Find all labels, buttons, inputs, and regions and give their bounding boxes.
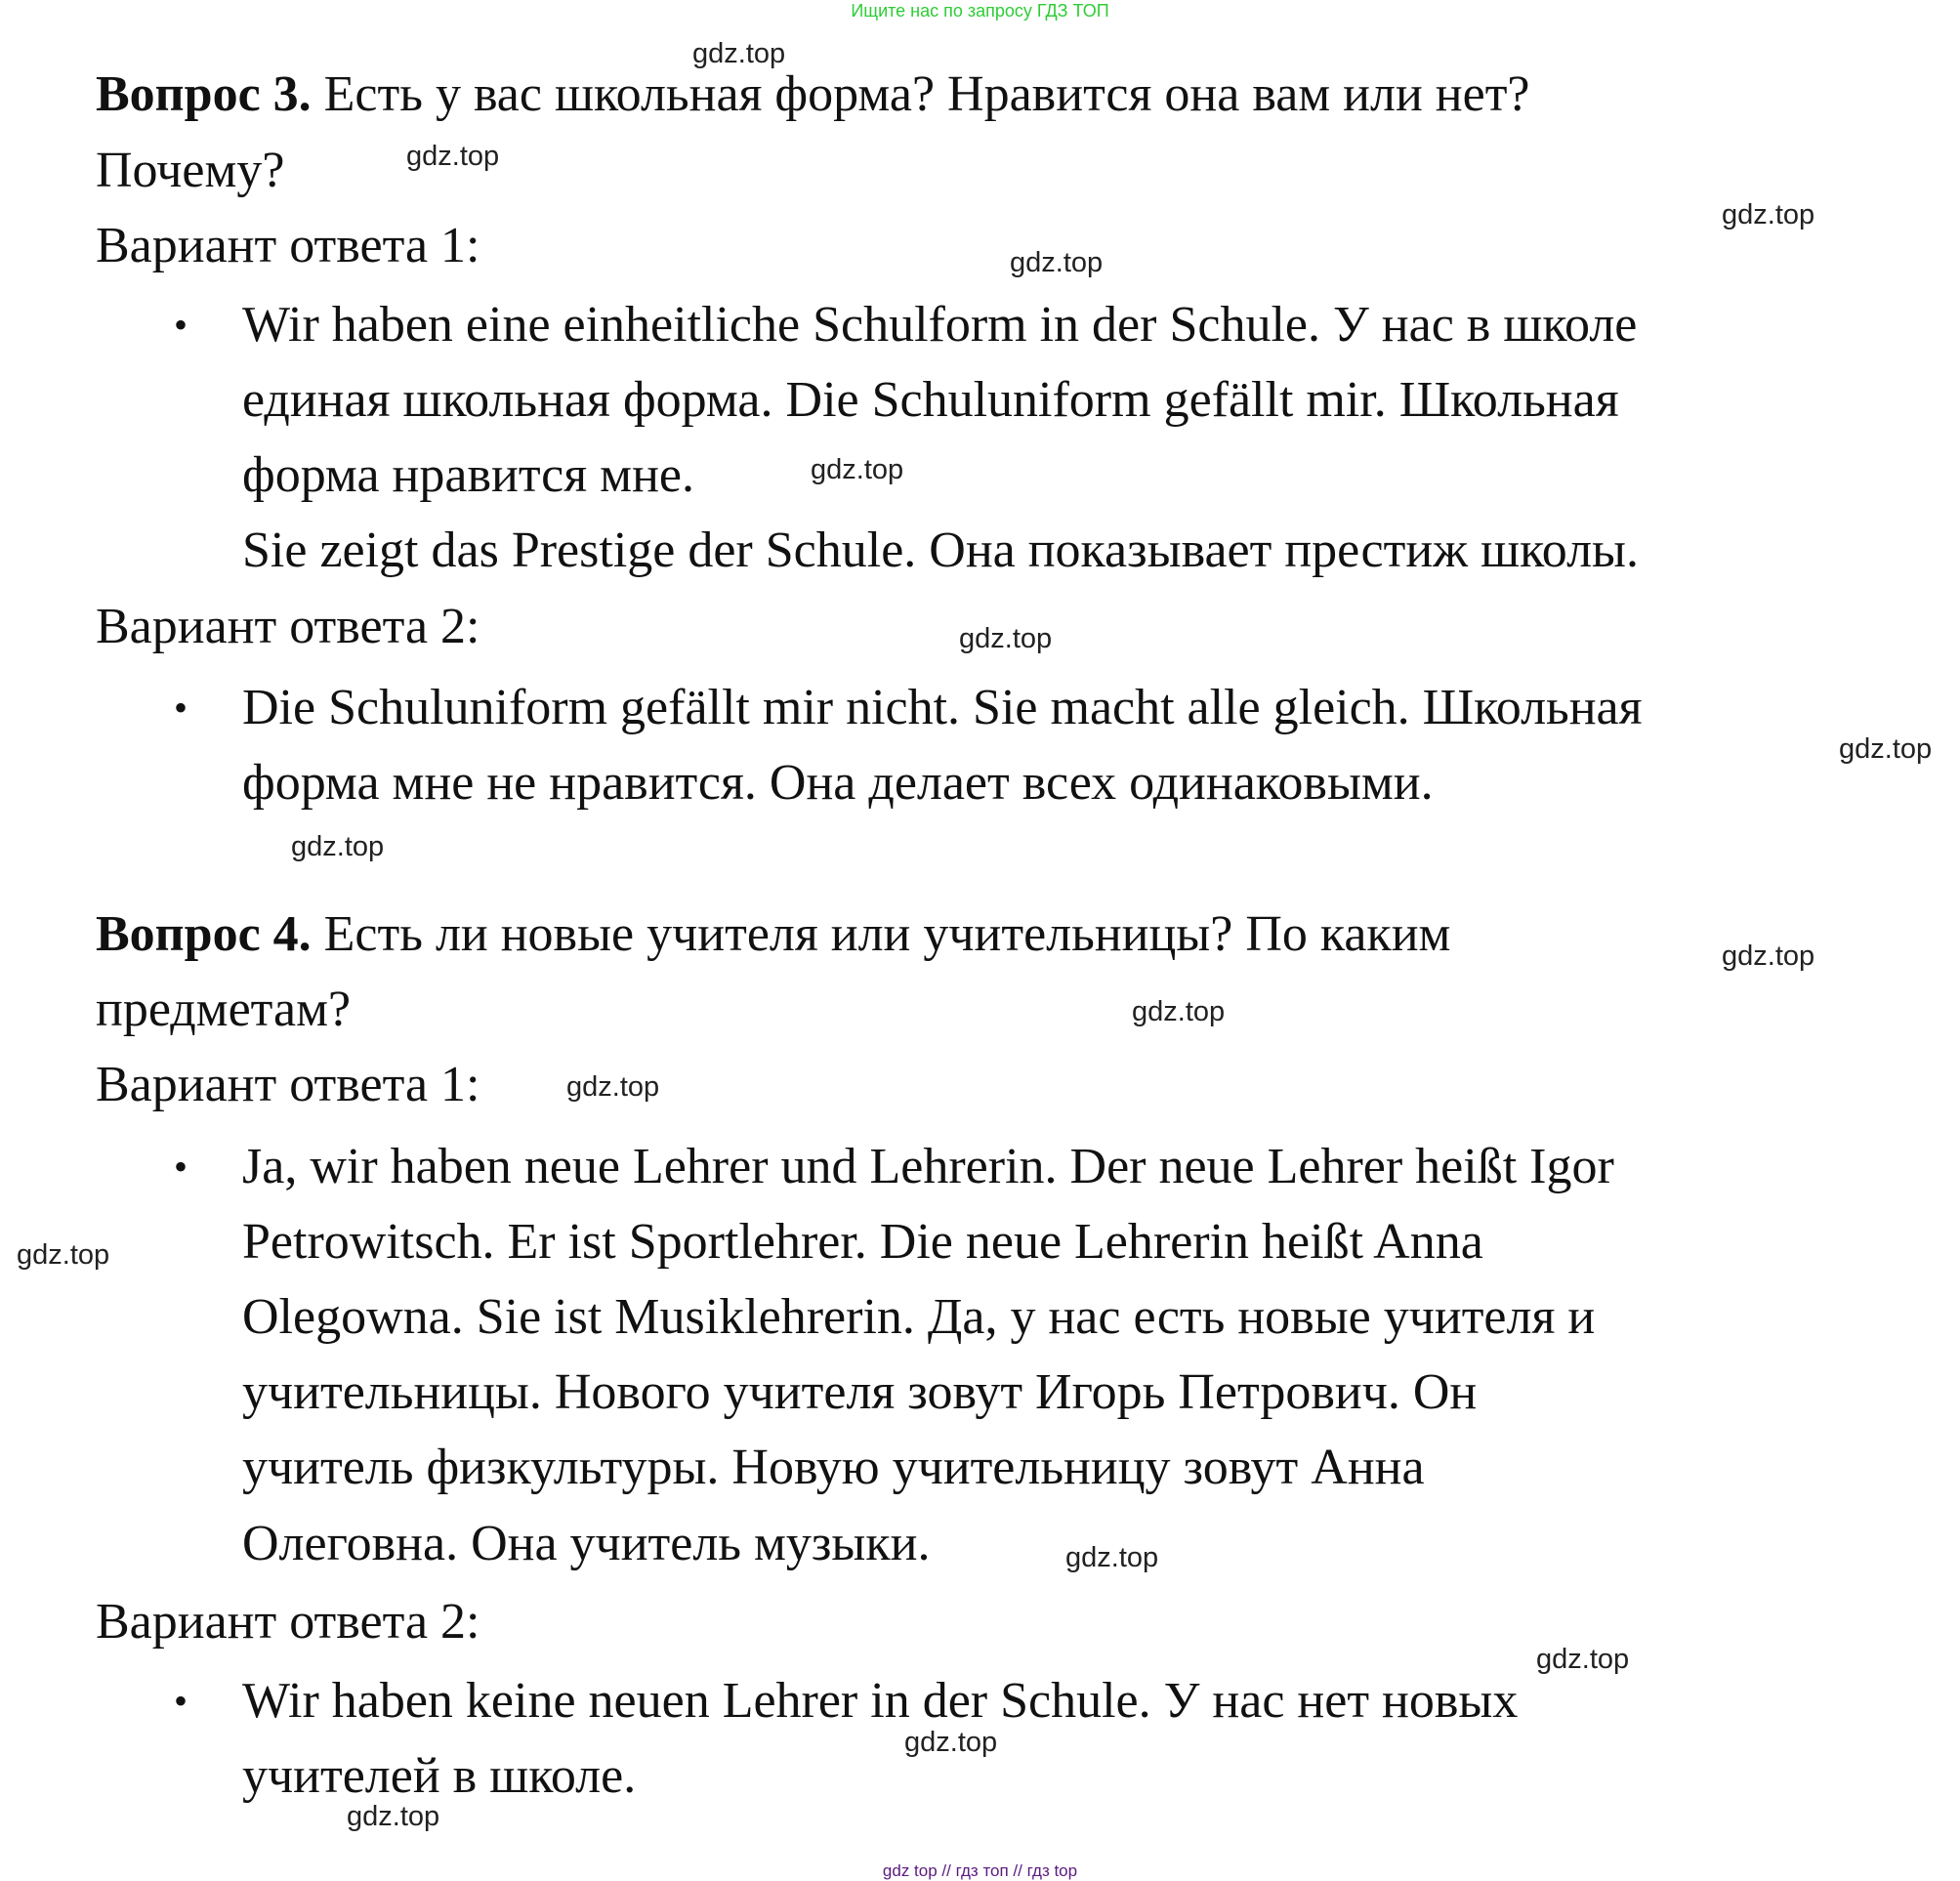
watermark: gdz.top: [1010, 247, 1104, 278]
watermark: gdz.top: [904, 1727, 998, 1758]
q3-text: Есть у вас школьная форма? Нравится она вам или нет?: [311, 66, 1530, 122]
line-text: Ja, wir haben neue Lehrer und Lehrerin. Der neue Lehrer heißt Igor: [242, 1139, 1614, 1194]
q4-v1-line: Olegowna. Sie ist Musiklehrerin. Да, у нас есть новые учителя и: [242, 1289, 1596, 1345]
q4-variant-2-label: Вариант ответа 2:: [96, 1594, 480, 1650]
q4-v1-line: [174, 1129, 1614, 1204]
line-text: Wir haben keine neuen Lehrer in der Schule. У нас нет новых: [242, 1673, 1519, 1729]
q3-label: Вопрос 3.: [96, 66, 312, 122]
q3-v1-line: [174, 287, 1638, 362]
q3-v1-line: Sie zeigt das Prestige der Schule. Она показывает престиж школы.: [242, 522, 1639, 578]
bottom-banner: gdz top // гдз топ // гдз top: [882, 1861, 1078, 1880]
watermark: gdz.top: [692, 38, 786, 69]
bullet-icon: •: [174, 686, 188, 730]
q4-v2-line: [174, 1663, 1519, 1738]
watermark: gdz.top: [1722, 940, 1815, 972]
q4-v1-line: учитель физкультуры. Новую учительницу зовут Анна: [242, 1440, 1425, 1495]
q3-v2-line: форма мне не нравится. Она делает всех одинаковыми.: [242, 755, 1434, 811]
q3-v2-line: [174, 670, 1643, 745]
q3-text-cont: Почему?: [96, 143, 285, 198]
watermark: gdz.top: [406, 141, 500, 172]
watermark: gdz.top: [811, 454, 904, 485]
q3-variant-1-label: Вариант ответа 1:: [96, 218, 480, 273]
top-banner: Ищите нас по запросу ГДЗ ТОП: [851, 1, 1109, 21]
watermark: gdz.top: [1065, 1542, 1159, 1573]
watermark: gdz.top: [291, 831, 385, 862]
watermark: gdz.top: [1536, 1644, 1630, 1675]
watermark: gdz.top: [959, 623, 1053, 654]
line-text: Die Schuluniform gefällt mir nicht. Sie macht alle gleich. Школьная: [242, 680, 1643, 735]
q4-v1-line: учительницы. Нового учителя зовут Игорь Петрович. Он: [242, 1364, 1478, 1420]
q3-variant-2-label: Вариант ответа 2:: [96, 599, 480, 654]
q4-variant-1-label: Вариант ответа 1:: [96, 1057, 480, 1112]
q4-text: Есть ли новые учителя или учительницы? По каким: [311, 906, 1451, 962]
q4-v2-line: учителей в школе.: [242, 1748, 637, 1804]
watermark: gdz.top: [17, 1239, 110, 1271]
q4-v1-line: Petrowitsch. Er ist Sportlehrer. Die neue Lehrerin heißt Anna: [242, 1214, 1483, 1270]
line-text: Wir haben eine einheitliche Schulform in der Schule. У нас в школе: [242, 297, 1638, 353]
q4-v1-line: Олеговна. Она учитель музыки.: [242, 1516, 931, 1571]
watermark: gdz.top: [1722, 199, 1815, 230]
watermark: gdz.top: [1839, 733, 1933, 765]
bullet-icon: •: [174, 303, 188, 347]
q3-v1-line: единая школьная форма. Die Schuluniform gefällt mir. Школьная: [242, 372, 1619, 428]
q4-label: Вопрос 4.: [96, 906, 312, 962]
bullet-icon: •: [174, 1145, 188, 1189]
q3-v1-line: форма нравится мне.: [242, 447, 694, 503]
watermark: gdz.top: [566, 1071, 660, 1103]
q3-title: [96, 57, 1530, 132]
q4-text-cont: предметам?: [96, 982, 352, 1037]
watermark: gdz.top: [347, 1801, 440, 1832]
bullet-icon: •: [174, 1679, 188, 1723]
q4-title: [96, 897, 1450, 972]
watermark: gdz.top: [1132, 996, 1226, 1027]
